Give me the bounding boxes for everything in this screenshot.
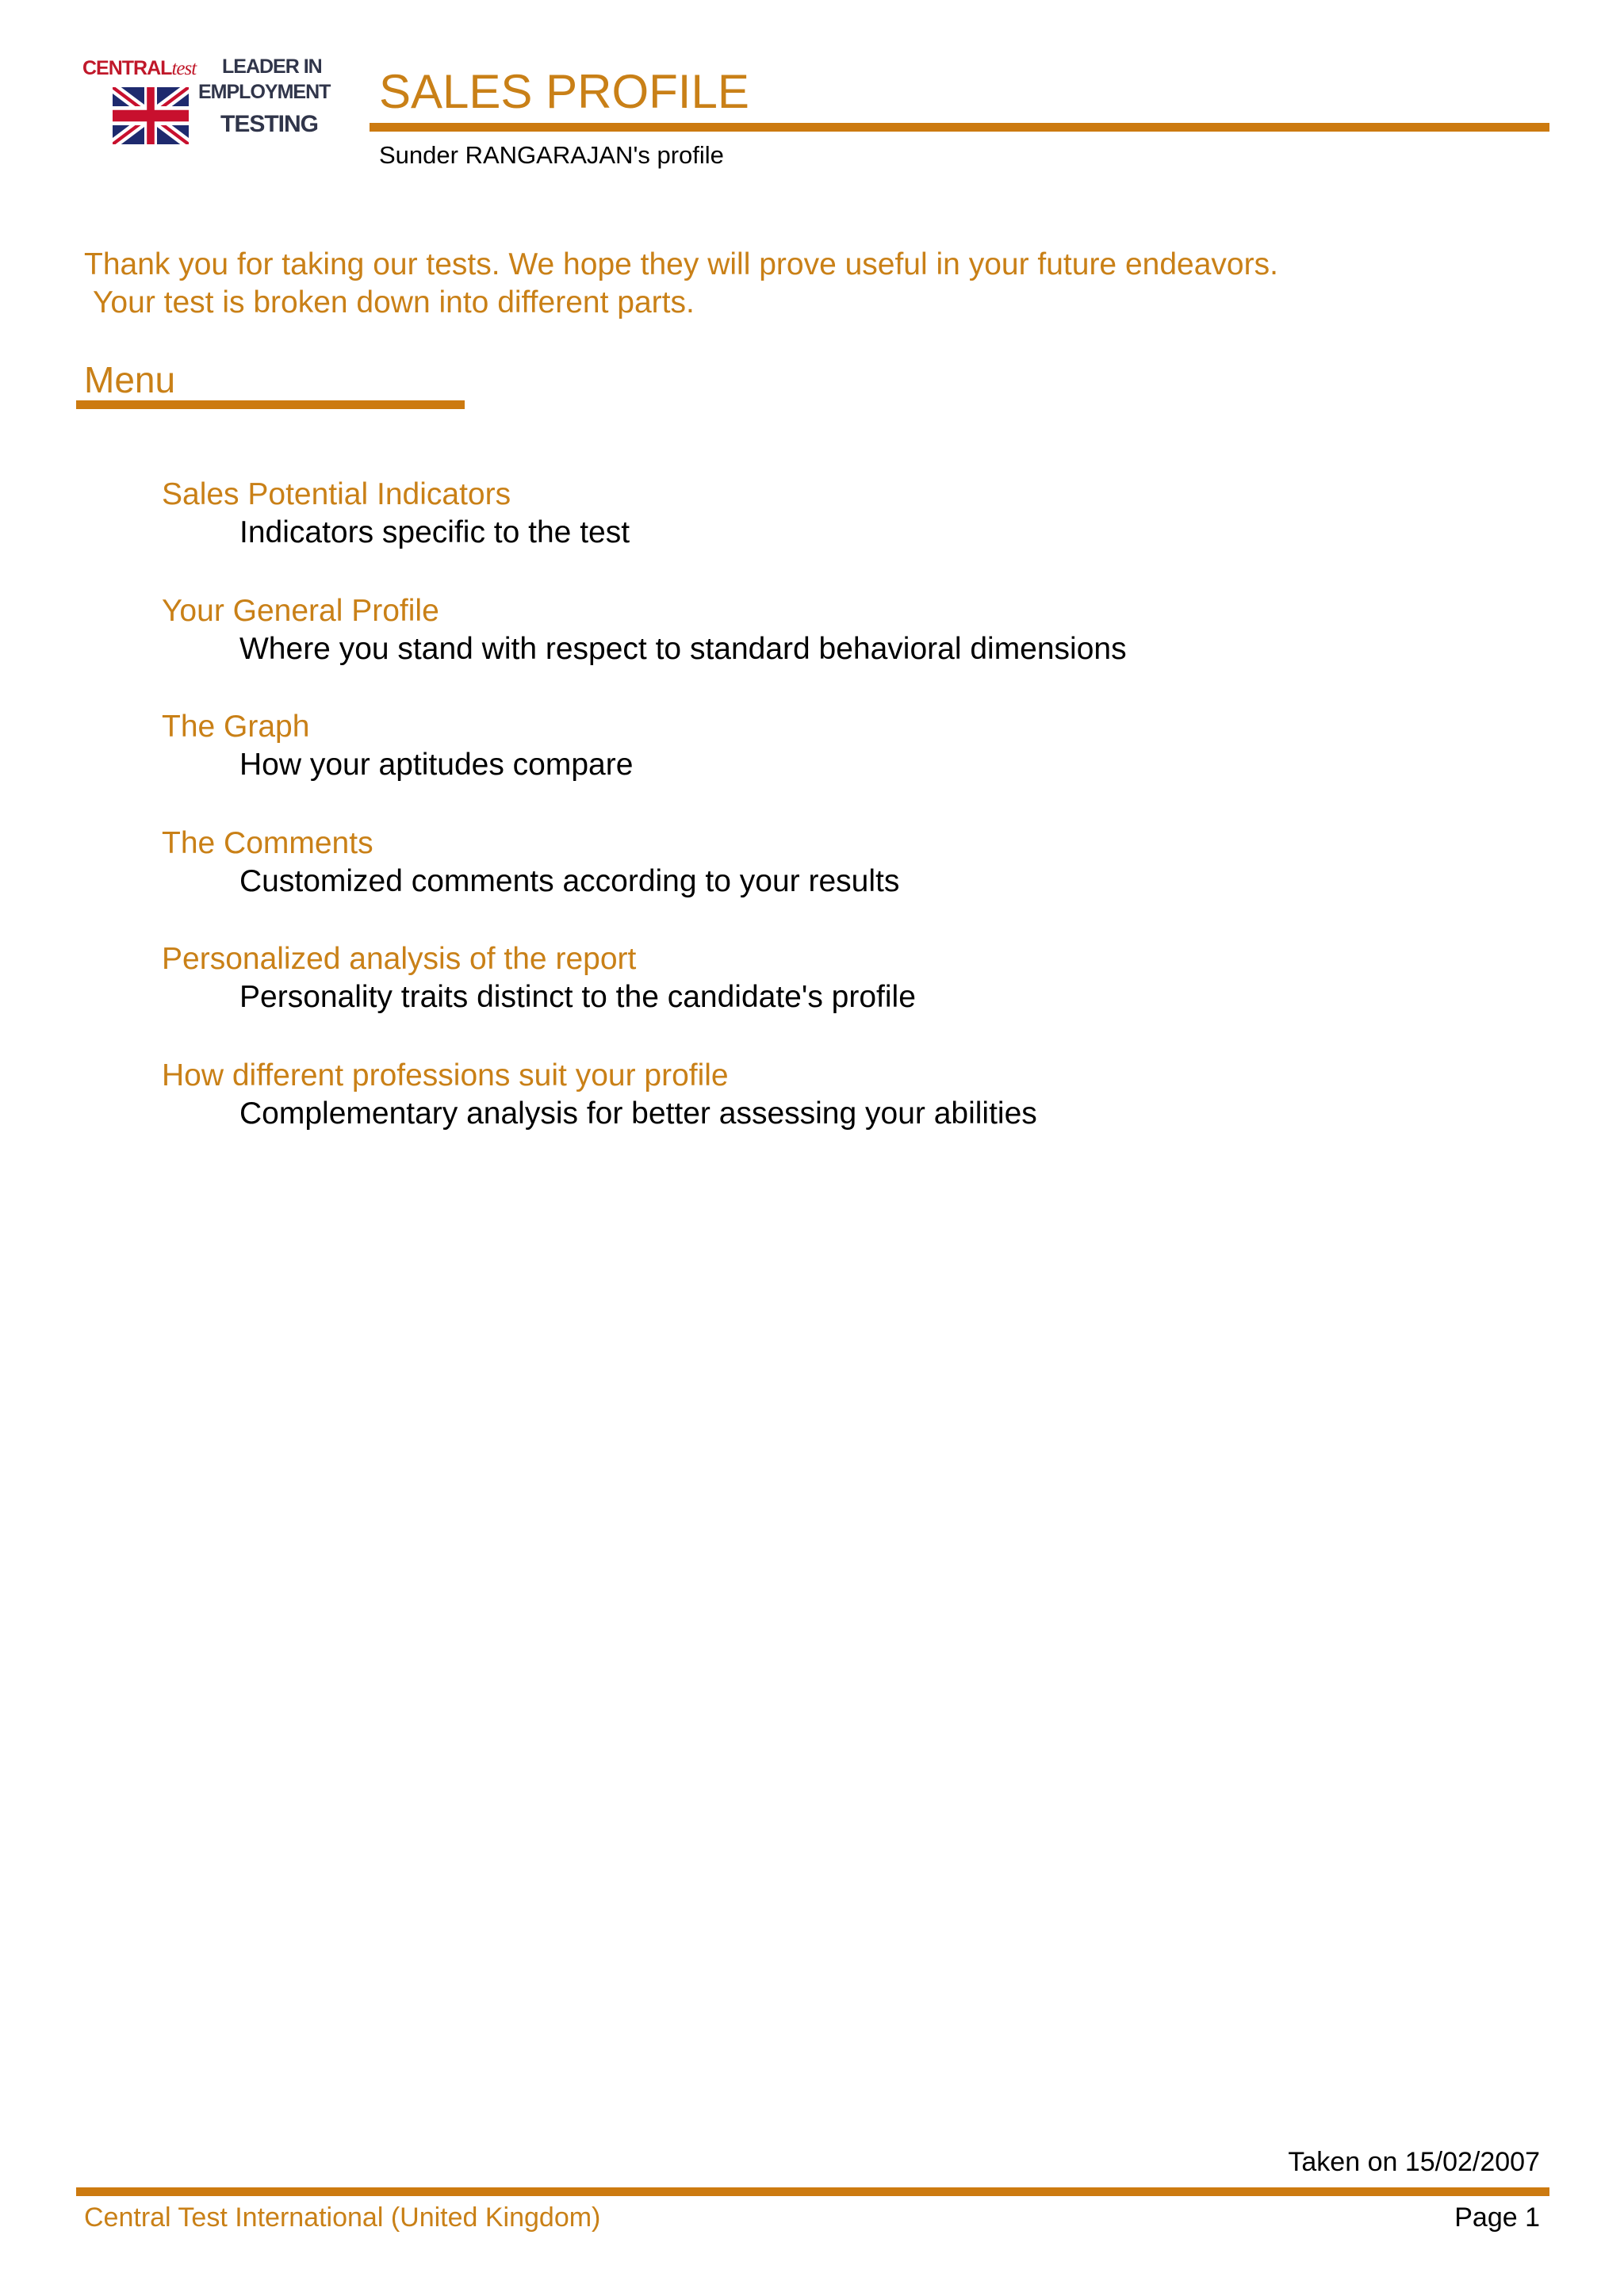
page-title: SALES PROFILE bbox=[379, 65, 749, 118]
menu-item-description: Customized comments according to your results bbox=[239, 863, 900, 898]
menu-link-personalized-analysis[interactable]: Personalized analysis of the report bbox=[162, 942, 637, 976]
menu-item bbox=[162, 476, 1127, 592]
menu-item-description: Indicators specific to the test bbox=[239, 515, 630, 549]
logo-tagline-2: EMPLOYMENT bbox=[198, 81, 331, 103]
logo-brand-main: CENTRAL bbox=[82, 57, 172, 79]
footer-company: Central Test International (United Kingdom) bbox=[84, 2202, 601, 2233]
menu-item-description: Complementary analysis for better assessing your abilities bbox=[239, 1096, 1037, 1131]
menu-link-graph[interactable]: The Graph bbox=[162, 710, 310, 744]
logo-tagline-1: LEADER IN bbox=[222, 55, 322, 78]
menu-item bbox=[162, 708, 1127, 825]
menu-item-description: Personality traits distinct to the candidate's profile bbox=[239, 980, 916, 1014]
menu-link-sales-potential-indicators[interactable]: Sales Potential Indicators bbox=[162, 477, 511, 511]
union-jack-flag-icon bbox=[113, 87, 189, 144]
menu-item-description: How your aptitudes compare bbox=[239, 748, 634, 782]
menu-list bbox=[162, 476, 1127, 1173]
menu-title: Menu bbox=[84, 359, 176, 400]
footer-divider bbox=[76, 2187, 1549, 2196]
intro-line-2: Your test is broken down into different parts. bbox=[93, 285, 695, 320]
menu-link-comments[interactable]: The Comments bbox=[162, 825, 373, 860]
menu-link-professions[interactable]: How different professions suit your profile bbox=[162, 1058, 729, 1093]
logo-brand-test: test bbox=[171, 58, 197, 79]
company-logo bbox=[79, 54, 357, 157]
menu-item-description: Where you stand with respect to standard behavioral dimensions bbox=[239, 631, 1127, 666]
header-divider bbox=[370, 123, 1549, 132]
menu-item bbox=[162, 1057, 1127, 1173]
menu-item bbox=[162, 825, 1127, 941]
test-date: Taken on 15/02/2007 bbox=[1288, 2147, 1540, 2177]
page-number: Page 1 bbox=[1454, 2202, 1540, 2233]
menu-item bbox=[162, 592, 1127, 709]
logo-brand bbox=[82, 57, 196, 80]
intro-line-1: Thank you for taking our tests. We hope they will prove useful in your future endeavors. bbox=[84, 247, 1278, 281]
intro-text bbox=[84, 246, 1278, 322]
menu-divider bbox=[76, 400, 465, 409]
logo-tagline-3: TESTING bbox=[220, 111, 319, 137]
menu-link-general-profile[interactable]: Your General Profile bbox=[162, 593, 439, 628]
menu-item bbox=[162, 940, 1127, 1057]
candidate-name: Sunder RANGARAJAN's profile bbox=[379, 141, 724, 169]
